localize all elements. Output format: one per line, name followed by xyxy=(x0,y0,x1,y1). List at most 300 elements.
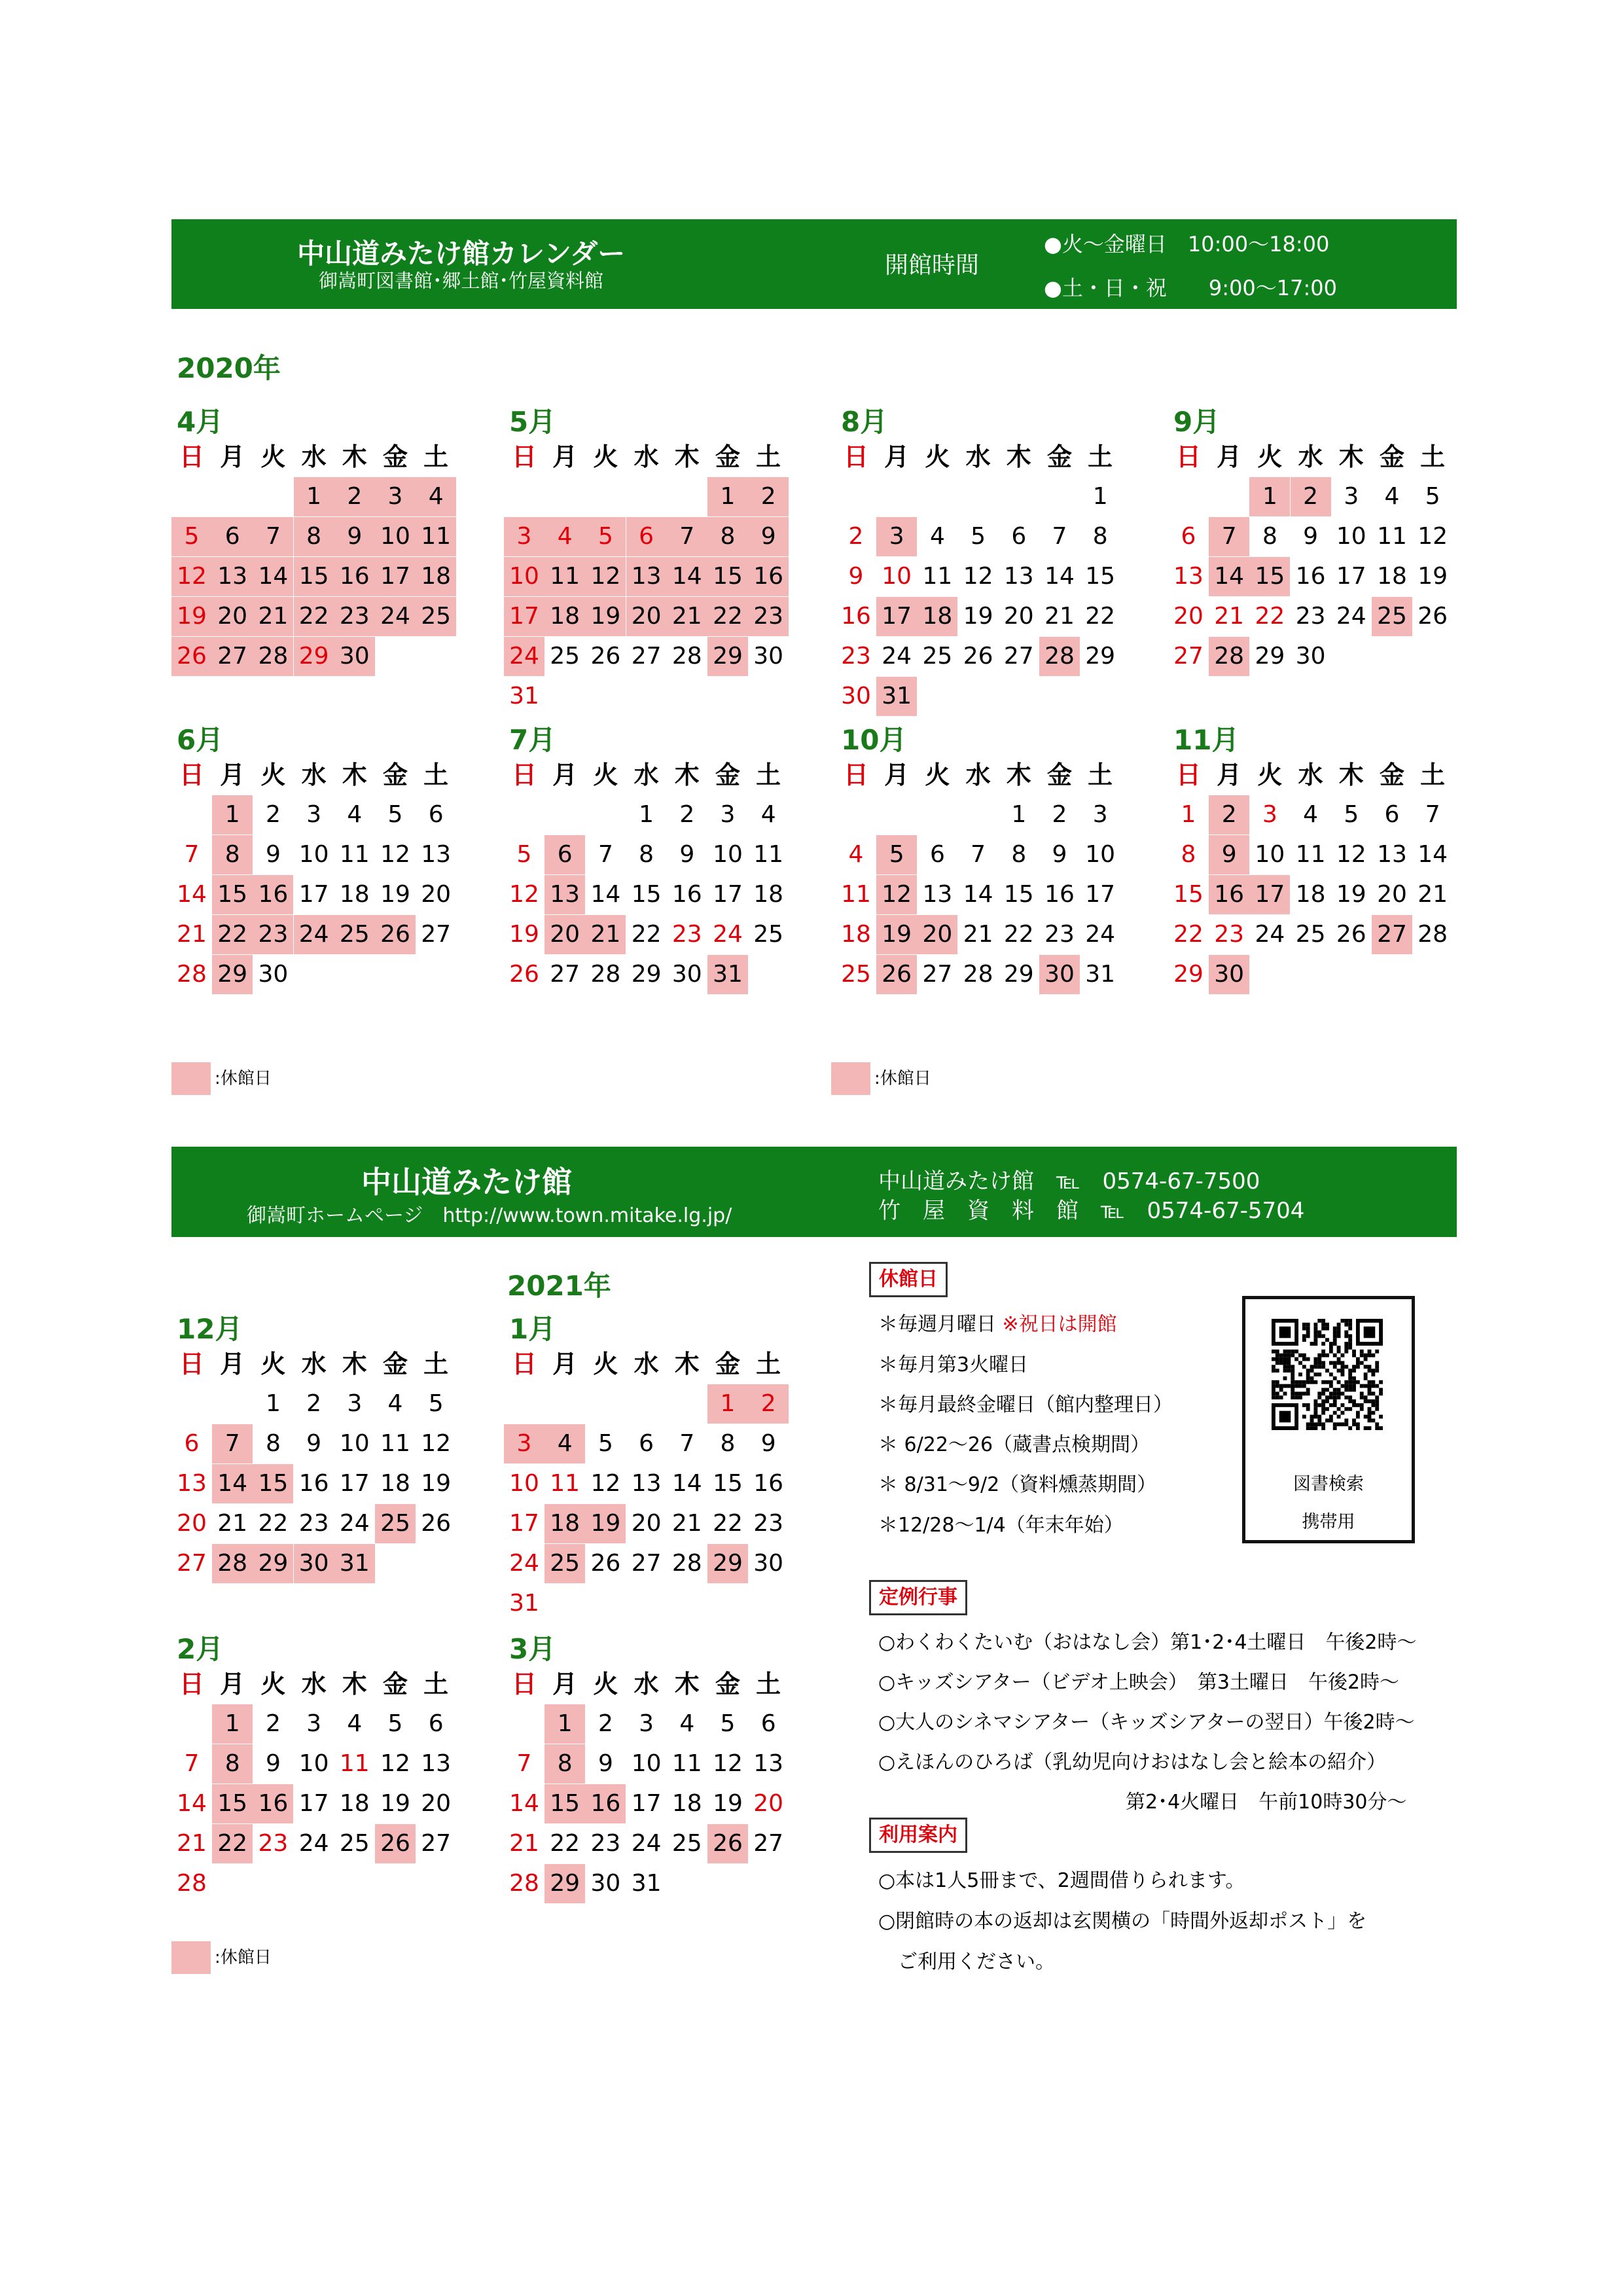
weekday-header: 火 xyxy=(593,1670,618,1698)
calendar-day: 13 xyxy=(1377,841,1407,868)
calendar-day: 24 xyxy=(1085,921,1116,948)
weekday-header: 木 xyxy=(342,442,367,471)
event-line: ○キッズシアター（ビデオ上映会） 第3土曜日 午後2時～ xyxy=(878,1671,1400,1694)
calendar-day: 13 xyxy=(421,841,452,868)
holiday-note: ※祝日は開館 xyxy=(1002,1313,1117,1336)
calendar-day: 21 xyxy=(1214,603,1245,630)
calendar-day: 7 xyxy=(971,841,986,868)
weekday-header: 月 xyxy=(552,1670,578,1698)
calendar-day: 10 xyxy=(298,1750,329,1777)
calendar-day: 2 xyxy=(1209,795,1249,834)
calendar-day: 5 xyxy=(720,1710,736,1737)
calendar-day: 23 xyxy=(258,1830,289,1857)
calendar-day: 7 xyxy=(184,841,200,868)
weekday-header: 金 xyxy=(382,442,408,471)
calendar-day: 20 xyxy=(544,915,585,954)
calendar-day: 24 xyxy=(504,637,544,676)
header-banner xyxy=(171,219,1457,309)
calendar-day: 18 xyxy=(1377,563,1407,590)
calendar-day: 31 xyxy=(509,683,539,709)
month-label: 8月 xyxy=(841,406,888,438)
calendar-day: 30 xyxy=(258,961,289,988)
calendar-day: 29 xyxy=(544,1864,585,1903)
weekday-header: 土 xyxy=(423,1670,449,1698)
calendar-day: 5 xyxy=(428,1390,444,1417)
calendar-day: 12 xyxy=(380,1750,410,1777)
calendar-day: 16 xyxy=(1044,881,1075,908)
weekday-header: 日 xyxy=(1175,442,1201,471)
calendar-day: 19 xyxy=(171,597,212,636)
calendar-day: 11 xyxy=(380,1430,410,1457)
weekday-header: 水 xyxy=(301,442,327,471)
calendar-day: 16 xyxy=(1295,563,1326,590)
weekday-header: 土 xyxy=(756,442,781,471)
weekday-header: 木 xyxy=(1338,442,1364,471)
calendar-day: 20 xyxy=(421,881,452,908)
calendar-day: 9 xyxy=(848,563,864,590)
calendar-day: 28 xyxy=(253,637,293,676)
calendar-day: 31 xyxy=(707,955,748,994)
weekday-header: 土 xyxy=(756,761,781,789)
calendar-day: 3 xyxy=(375,477,416,516)
calendar-day: 18 xyxy=(753,881,784,908)
calendar-day: 14 xyxy=(1044,563,1075,590)
calendar-day: 1 xyxy=(1249,477,1290,516)
calendar-day: 20 xyxy=(421,1790,452,1817)
calendar-subtitle: 御嵩町図書館･郷土館･竹屋資料館 xyxy=(319,270,604,292)
weekday-header: 木 xyxy=(1006,761,1031,789)
qr-code-icon[interactable] xyxy=(1272,1319,1383,1430)
calendar-day: 28 xyxy=(212,1544,253,1583)
calendar-day: 31 xyxy=(509,1590,539,1617)
month-label: 7月 xyxy=(509,724,556,756)
weekday-header: 日 xyxy=(511,442,537,471)
calendar-day: 24 xyxy=(631,1830,662,1857)
calendar-day: 18 xyxy=(416,557,456,596)
calendar-day: 1 xyxy=(265,1390,281,1417)
weekday-header: 木 xyxy=(674,442,700,471)
calendar-day: 25 xyxy=(753,921,784,948)
calendar-day: 11 xyxy=(339,1750,370,1777)
month-label: 11月 xyxy=(1173,724,1240,756)
calendar-day: 27 xyxy=(421,1830,452,1857)
calendar-day: 31 xyxy=(334,1544,375,1583)
calendar-day: 29 xyxy=(707,637,748,676)
calendar-day: 4 xyxy=(347,1710,363,1737)
weekday-header: 日 xyxy=(511,1670,537,1698)
calendar-day: 10 xyxy=(298,841,329,868)
month-label: 9月 xyxy=(1173,406,1221,438)
calendar-day: 11 xyxy=(922,563,953,590)
calendar-day: 13 xyxy=(626,557,667,596)
calendar-day: 8 xyxy=(212,835,253,874)
calendar-day: 28 xyxy=(1039,637,1080,676)
calendar-day: 15 xyxy=(707,557,748,596)
calendar-day: 3 xyxy=(1344,483,1359,510)
weekday-header: 水 xyxy=(301,1670,327,1698)
calendar-day: 11 xyxy=(841,881,871,908)
calendar-day: 1 xyxy=(639,801,654,828)
calendar-day: 4 xyxy=(760,801,776,828)
calendar-day: 14 xyxy=(253,557,293,596)
calendar-day: 11 xyxy=(416,517,456,556)
calendar-day: 4 xyxy=(416,477,456,516)
calendar-day: 2 xyxy=(679,801,695,828)
calendar-day: 27 xyxy=(550,961,580,988)
calendar-day: 21 xyxy=(585,915,626,954)
calendar-day: 16 xyxy=(841,603,871,630)
footer-banner xyxy=(171,1147,1457,1237)
closed-day-line: ＊毎月最終金曜日（館内整理日） xyxy=(878,1393,1173,1416)
calendar-day: 26 xyxy=(707,1824,748,1863)
calendar-day: 21 xyxy=(667,597,707,636)
weekday-header: 金 xyxy=(382,761,408,789)
calendar-day: 15 xyxy=(713,1470,743,1497)
weekday-header: 木 xyxy=(1338,761,1364,789)
calendar-day: 26 xyxy=(876,955,917,994)
calendar-day: 19 xyxy=(876,915,917,954)
calendar-day: 7 xyxy=(667,517,707,556)
calendar-day: 21 xyxy=(671,1510,702,1537)
calendar-day: 12 xyxy=(1418,523,1448,550)
calendar-day: 17 xyxy=(339,1470,370,1497)
calendar-day: 26 xyxy=(1418,603,1448,630)
calendar-day: 23 xyxy=(841,643,871,670)
calendar-day: 25 xyxy=(1372,597,1412,636)
calendar-day: 24 xyxy=(294,915,334,954)
month-label: 12月 xyxy=(177,1313,243,1345)
calendar-day: 4 xyxy=(848,841,864,868)
month-label: 6月 xyxy=(177,724,224,756)
calendar-day: 21 xyxy=(1044,603,1075,630)
calendar-day: 29 xyxy=(294,637,334,676)
calendar-day: 25 xyxy=(416,597,456,636)
closed-mondays: ＊毎週月曜日 xyxy=(878,1313,1003,1336)
calendar-day: 18 xyxy=(544,1504,585,1543)
calendar-day: 30 xyxy=(334,637,375,676)
calendar-day: 20 xyxy=(177,1510,207,1537)
calendar-day: 18 xyxy=(917,597,957,636)
calendar-day: 5 xyxy=(971,523,986,550)
calendar-day: 2 xyxy=(265,801,281,828)
calendar-day: 3 xyxy=(1092,801,1108,828)
weekday-header: 金 xyxy=(715,1350,740,1378)
calendar-day: 20 xyxy=(212,597,253,636)
calendar-day: 30 xyxy=(671,961,702,988)
calendar-day: 15 xyxy=(212,1784,253,1823)
weekday-header: 日 xyxy=(179,1670,204,1698)
calendar-day: 25 xyxy=(841,961,871,988)
calendar-day: 8 xyxy=(1011,841,1027,868)
calendar-day: 18 xyxy=(841,921,871,948)
calendar-day: 23 xyxy=(1295,603,1326,630)
calendar-day: 12 xyxy=(380,841,410,868)
usage-line: ○本は1人5冊まで、2週間借りられます。 xyxy=(878,1869,1245,1892)
calendar-day: 21 xyxy=(1418,881,1448,908)
calendar-day: 2 xyxy=(1052,801,1067,828)
calendar-day: 23 xyxy=(334,597,375,636)
calendar-day: 17 xyxy=(876,597,917,636)
calendar-day: 5 xyxy=(387,1710,403,1737)
calendar-day: 20 xyxy=(1377,881,1407,908)
calendar-day: 11 xyxy=(1377,523,1407,550)
calendar-day: 16 xyxy=(753,1470,784,1497)
calendar-day: 17 xyxy=(509,1510,539,1537)
weekday-header: 土 xyxy=(1420,442,1446,471)
weekday-header: 水 xyxy=(1298,442,1323,471)
calendar-day: 1 xyxy=(1092,483,1108,510)
calendar-day: 3 xyxy=(720,801,736,828)
homepage-link[interactable]: 御嵩町ホームページ http://www.town.mitake.lg.jp/ xyxy=(247,1204,732,1227)
calendar-day: 2 xyxy=(334,477,375,516)
weekday-header: 月 xyxy=(552,442,578,471)
calendar-day: 2 xyxy=(265,1710,281,1737)
calendar-day: 17 xyxy=(375,557,416,596)
calendar-day: 25 xyxy=(339,1830,370,1857)
calendar-day: 28 xyxy=(671,1550,702,1577)
calendar-day: 16 xyxy=(585,1784,626,1823)
calendar-day: 1 xyxy=(707,477,748,516)
events-title: 定例行事 xyxy=(869,1580,967,1615)
calendar-day: 30 xyxy=(1295,643,1326,670)
calendar-day: 9 xyxy=(1052,841,1067,868)
calendar-day: 12 xyxy=(876,875,917,914)
event-line: ○わくわくたいむ（おはなし会）第1･2･4土曜日 午後2時～ xyxy=(878,1631,1417,1654)
calendar-day: 25 xyxy=(671,1830,702,1857)
calendar-day: 3 xyxy=(504,1424,544,1463)
weekday-header: 土 xyxy=(1420,761,1446,789)
calendar-day: 22 xyxy=(212,1824,253,1863)
calendar-day: 27 xyxy=(212,637,253,676)
calendar-day: 20 xyxy=(917,915,957,954)
calendar-day: 15 xyxy=(253,1464,293,1503)
calendar-day: 30 xyxy=(294,1544,334,1583)
calendar-day: 17 xyxy=(713,881,743,908)
calendar-day: 22 xyxy=(294,597,334,636)
calendar-day: 30 xyxy=(1209,955,1249,994)
calendar-day: 12 xyxy=(171,557,212,596)
calendar-day: 26 xyxy=(421,1510,452,1537)
calendar-day: 13 xyxy=(753,1750,784,1777)
calendar-day: 4 xyxy=(544,517,585,556)
legend-label: :休館日 xyxy=(215,1948,272,1967)
calendar-day: 7 xyxy=(184,1750,200,1777)
calendar-day: 7 xyxy=(1052,523,1067,550)
calendar-day: 28 xyxy=(671,643,702,670)
weekday-header: 木 xyxy=(674,1670,700,1698)
calendar-day: 10 xyxy=(1255,841,1285,868)
calendar-day: 20 xyxy=(1003,603,1034,630)
calendar-day: 1 xyxy=(707,1384,748,1424)
calendar-day: 18 xyxy=(544,597,585,636)
calendar-day: 14 xyxy=(671,1470,702,1497)
calendar-day: 27 xyxy=(753,1830,784,1857)
calendar-day: 1 xyxy=(1011,801,1027,828)
calendar-day: 11 xyxy=(1295,841,1326,868)
calendar-day: 13 xyxy=(177,1470,207,1497)
calendar-day: 9 xyxy=(306,1430,322,1457)
tel-takeya: 竹 屋 資 料 館 ℡ 0574-67-5704 xyxy=(878,1198,1305,1224)
calendar-day: 9 xyxy=(334,517,375,556)
calendar-day: 27 xyxy=(631,1550,662,1577)
calendar-day: 11 xyxy=(339,841,370,868)
calendar-day: 15 xyxy=(1085,563,1116,590)
calendar-day: 8 xyxy=(544,1744,585,1784)
weekday-header: 水 xyxy=(633,442,659,471)
calendar-day: 8 xyxy=(639,841,654,868)
calendar-day: 27 xyxy=(1003,643,1034,670)
calendar-day: 27 xyxy=(1173,643,1204,670)
calendar-day: 6 xyxy=(428,801,444,828)
calendar-day: 24 xyxy=(882,643,912,670)
legend-label: :休館日 xyxy=(874,1069,931,1088)
calendar-day: 26 xyxy=(963,643,993,670)
weekday-header: 月 xyxy=(220,442,245,471)
month-label: 3月 xyxy=(509,1633,556,1665)
calendar-day: 9 xyxy=(597,1750,613,1777)
calendar-day: 26 xyxy=(1336,921,1366,948)
calendar-day: 25 xyxy=(1295,921,1326,948)
weekday-header: 火 xyxy=(593,442,618,471)
calendar-day: 29 xyxy=(212,955,253,994)
calendar-day: 10 xyxy=(339,1430,370,1457)
calendar-day: 1 xyxy=(212,795,253,834)
calendar-day: 19 xyxy=(380,881,410,908)
calendar-day: 27 xyxy=(631,643,662,670)
month-label: 10月 xyxy=(841,724,907,756)
calendar-day: 22 xyxy=(258,1510,289,1537)
weekday-header: 月 xyxy=(220,1350,245,1378)
calendar-day: 26 xyxy=(171,637,212,676)
tel-mitake: 中山道みたけ館 ℡ 0574-67-7500 xyxy=(878,1168,1260,1194)
calendar-day: 11 xyxy=(671,1750,702,1777)
calendar-day: 3 xyxy=(504,517,544,556)
calendar-day: 19 xyxy=(585,1504,626,1543)
calendar-day: 16 xyxy=(334,557,375,596)
usage-line: ○閉館時の本の返却は玄関横の「時間外返却ポスト」を xyxy=(878,1910,1367,1933)
calendar-day: 19 xyxy=(380,1790,410,1817)
calendar-day: 26 xyxy=(590,1550,621,1577)
weekday-header: 日 xyxy=(179,761,204,789)
calendar-day: 8 xyxy=(720,1430,736,1457)
weekday-header: 日 xyxy=(179,1350,204,1378)
calendar-day: 25 xyxy=(334,915,375,954)
calendar-day: 5 xyxy=(597,1430,613,1457)
calendar-day: 5 xyxy=(171,517,212,556)
calendar-day: 5 xyxy=(387,801,403,828)
calendar-day: 17 xyxy=(1336,563,1366,590)
calendar-day: 29 xyxy=(631,961,662,988)
calendar-day: 28 xyxy=(509,1870,539,1897)
calendar-day: 26 xyxy=(509,961,539,988)
facility-name: 中山道みたけ館 xyxy=(361,1164,572,1200)
calendar-day: 14 xyxy=(177,1790,207,1817)
calendar-day: 17 xyxy=(504,597,544,636)
calendar-day: 15 xyxy=(212,875,253,914)
calendar-day: 9 xyxy=(760,1430,776,1457)
weekday-header: 月 xyxy=(1217,442,1242,471)
calendar-day: 10 xyxy=(1085,841,1116,868)
calendar-day: 22 xyxy=(1003,921,1034,948)
calendar-day: 4 xyxy=(679,1710,695,1737)
weekday-header: 木 xyxy=(342,761,367,789)
qr-label-search: 図書検索 xyxy=(1293,1474,1364,1494)
calendar-day: 7 xyxy=(597,841,613,868)
calendar-day: 29 xyxy=(1003,961,1034,988)
calendar-day: 30 xyxy=(841,683,871,709)
weekday-header: 月 xyxy=(884,442,910,471)
calendar-title: 中山道みたけ館カレンダー xyxy=(297,238,626,270)
calendar-day: 13 xyxy=(421,1750,452,1777)
closed-day-line: ＊ 6/22～26（蔵書点検期間） xyxy=(878,1433,1150,1456)
calendar-day: 3 xyxy=(306,1710,322,1737)
calendar-day: 23 xyxy=(753,1510,784,1537)
calendar-day: 12 xyxy=(421,1430,452,1457)
calendar-day: 2 xyxy=(306,1390,322,1417)
calendar-day: 10 xyxy=(882,563,912,590)
calendar-day: 3 xyxy=(639,1710,654,1737)
weekday-header: 金 xyxy=(382,1350,408,1378)
calendar-day: 22 xyxy=(1255,603,1285,630)
weekday-header: 金 xyxy=(715,761,740,789)
calendar-day: 6 xyxy=(212,517,253,556)
calendar-day: 24 xyxy=(375,597,416,636)
weekday-header: 金 xyxy=(715,1670,740,1698)
calendar-day: 17 xyxy=(298,881,329,908)
calendar-day: 6 xyxy=(626,517,667,556)
calendar-day: 16 xyxy=(298,1470,329,1497)
legend-swatch xyxy=(831,1062,870,1095)
hours-weekend: ●土・日・祝 9:00～17:00 xyxy=(1044,276,1338,300)
calendar-day: 15 xyxy=(544,1784,585,1823)
event-line: ○大人のシネマシアター（キッズシアターの翌日）午後2時～ xyxy=(878,1711,1415,1734)
calendar-day: 16 xyxy=(253,1784,293,1823)
calendar-day: 14 xyxy=(963,881,993,908)
weekday-header: 土 xyxy=(423,1350,449,1378)
calendar-day: 14 xyxy=(509,1790,539,1817)
calendar-day: 14 xyxy=(1209,557,1249,596)
calendar-day: 19 xyxy=(963,603,993,630)
calendar-day: 16 xyxy=(748,557,789,596)
calendar-day: 28 xyxy=(177,1870,207,1897)
calendar-day: 1 xyxy=(1181,801,1196,828)
calendar-day: 23 xyxy=(590,1830,621,1857)
calendar-day: 4 xyxy=(347,801,363,828)
calendar-day: 24 xyxy=(298,1830,329,1857)
calendar-day: 2 xyxy=(748,1384,789,1424)
calendar-day: 21 xyxy=(963,921,993,948)
calendar-day: 18 xyxy=(339,1790,370,1817)
weekday-header: 金 xyxy=(1379,761,1404,789)
weekday-header: 金 xyxy=(1379,442,1404,471)
calendar-day: 19 xyxy=(585,597,626,636)
calendar-day: 1 xyxy=(544,1704,585,1744)
calendar-day: 2 xyxy=(848,523,864,550)
weekday-header: 金 xyxy=(1046,442,1072,471)
calendar-day: 9 xyxy=(1209,835,1249,874)
calendar-day: 4 xyxy=(387,1390,403,1417)
calendar-day: 24 xyxy=(1255,921,1285,948)
closed-day-line: ＊毎月第3火曜日 xyxy=(878,1354,1029,1376)
calendar-day: 23 xyxy=(1044,921,1075,948)
calendar-day: 22 xyxy=(707,597,748,636)
month-label: 1月 xyxy=(509,1313,556,1345)
calendar-day: 26 xyxy=(375,1824,416,1863)
closed-days-title: 休館日 xyxy=(869,1262,948,1297)
calendar-day: 28 xyxy=(963,961,993,988)
calendar-day: 14 xyxy=(1418,841,1448,868)
calendar-day: 13 xyxy=(631,1470,662,1497)
